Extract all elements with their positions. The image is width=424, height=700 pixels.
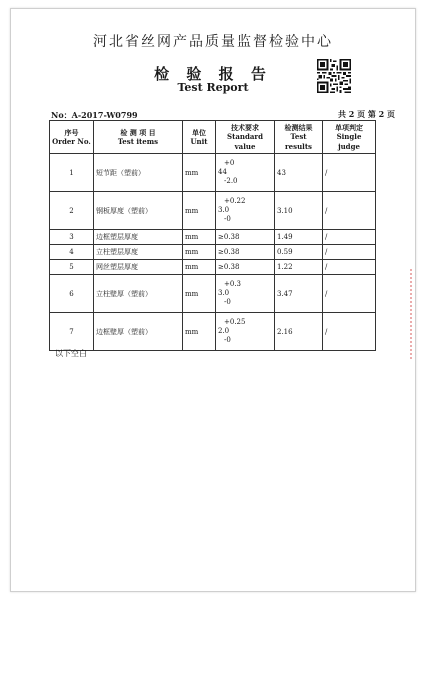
order-no: 5 bbox=[50, 260, 94, 275]
report-number: No：A-2017-W0799 bbox=[51, 110, 138, 120]
order-no: 1 bbox=[50, 154, 94, 192]
test-item: 短节距（塑前） bbox=[94, 154, 183, 192]
order-no: 6 bbox=[50, 275, 94, 313]
test-result: 0.59 bbox=[275, 245, 323, 260]
table-header-row bbox=[50, 121, 376, 154]
single-judge: / bbox=[323, 154, 376, 192]
test-result: 3.10 bbox=[275, 192, 323, 230]
blank-below-note: 以下空白 bbox=[55, 349, 87, 358]
seal-stamp-edge bbox=[410, 269, 418, 359]
single-judge: / bbox=[323, 260, 376, 275]
table-row bbox=[50, 313, 376, 351]
standard-value: ≥0.38 bbox=[216, 245, 275, 260]
test-result: 1.22 bbox=[275, 260, 323, 275]
standard-value: +0.25 2.0 -0 bbox=[216, 313, 275, 351]
header-unit: 单位 Unit bbox=[183, 121, 216, 154]
standard-value: ≥0.38 bbox=[216, 260, 275, 275]
report-title: 检 验 报 告 bbox=[154, 65, 272, 83]
page-info: 共 2 页 第 2 页 bbox=[337, 109, 395, 119]
table-row bbox=[50, 245, 376, 260]
unit: mm bbox=[183, 245, 216, 260]
standard-value: +0.3 3.0 -0 bbox=[216, 275, 275, 313]
test-item: 边框塑层厚度 bbox=[94, 230, 183, 245]
test-item: 边框壁厚（塑前） bbox=[94, 313, 183, 351]
report-title-en: Test Report bbox=[177, 81, 249, 94]
header-test-results: 检测结果 Test results bbox=[275, 121, 323, 154]
table-row bbox=[50, 260, 376, 275]
single-judge: / bbox=[323, 275, 376, 313]
test-result: 3.47 bbox=[275, 275, 323, 313]
unit: mm bbox=[183, 192, 216, 230]
header-standard-value: 技术要求 Standard value bbox=[216, 121, 275, 154]
test-item: 网丝塑层厚度 bbox=[94, 260, 183, 275]
unit: mm bbox=[183, 230, 216, 245]
table-row bbox=[50, 192, 376, 230]
test-result: 43 bbox=[275, 154, 323, 192]
single-judge: / bbox=[323, 245, 376, 260]
test-item: 立柱塑层厚度 bbox=[94, 245, 183, 260]
qr-code-icon bbox=[317, 59, 351, 93]
test-item: 钢板厚度（塑前） bbox=[94, 192, 183, 230]
unit: mm bbox=[183, 154, 216, 192]
table-row bbox=[50, 275, 376, 313]
report-page bbox=[10, 8, 416, 592]
unit: mm bbox=[183, 313, 216, 351]
standard-value: +0.22 3.0 -0 bbox=[216, 192, 275, 230]
unit: mm bbox=[183, 275, 216, 313]
test-item: 立柱壁厚（塑前） bbox=[94, 275, 183, 313]
header-test-items: 检 测 项 目 Test items bbox=[94, 121, 183, 154]
single-judge: / bbox=[323, 192, 376, 230]
results-table bbox=[49, 120, 376, 351]
agency-name: 河北省丝网产品质量监督检验中心 bbox=[93, 34, 333, 50]
header-order-no: 序号 Order No. bbox=[50, 121, 94, 154]
order-no: 4 bbox=[50, 245, 94, 260]
single-judge: / bbox=[323, 313, 376, 351]
single-judge: / bbox=[323, 230, 376, 245]
table-row bbox=[50, 154, 376, 192]
table-row bbox=[50, 230, 376, 245]
header-single-judge: 单项判定 Single judge bbox=[323, 121, 376, 154]
standard-value: ≥0.38 bbox=[216, 230, 275, 245]
test-result: 1.49 bbox=[275, 230, 323, 245]
order-no: 3 bbox=[50, 230, 94, 245]
order-no: 2 bbox=[50, 192, 94, 230]
test-result: 2.16 bbox=[275, 313, 323, 351]
order-no: 7 bbox=[50, 313, 94, 351]
unit: mm bbox=[183, 260, 216, 275]
standard-value: +0 44 -2.0 bbox=[216, 154, 275, 192]
